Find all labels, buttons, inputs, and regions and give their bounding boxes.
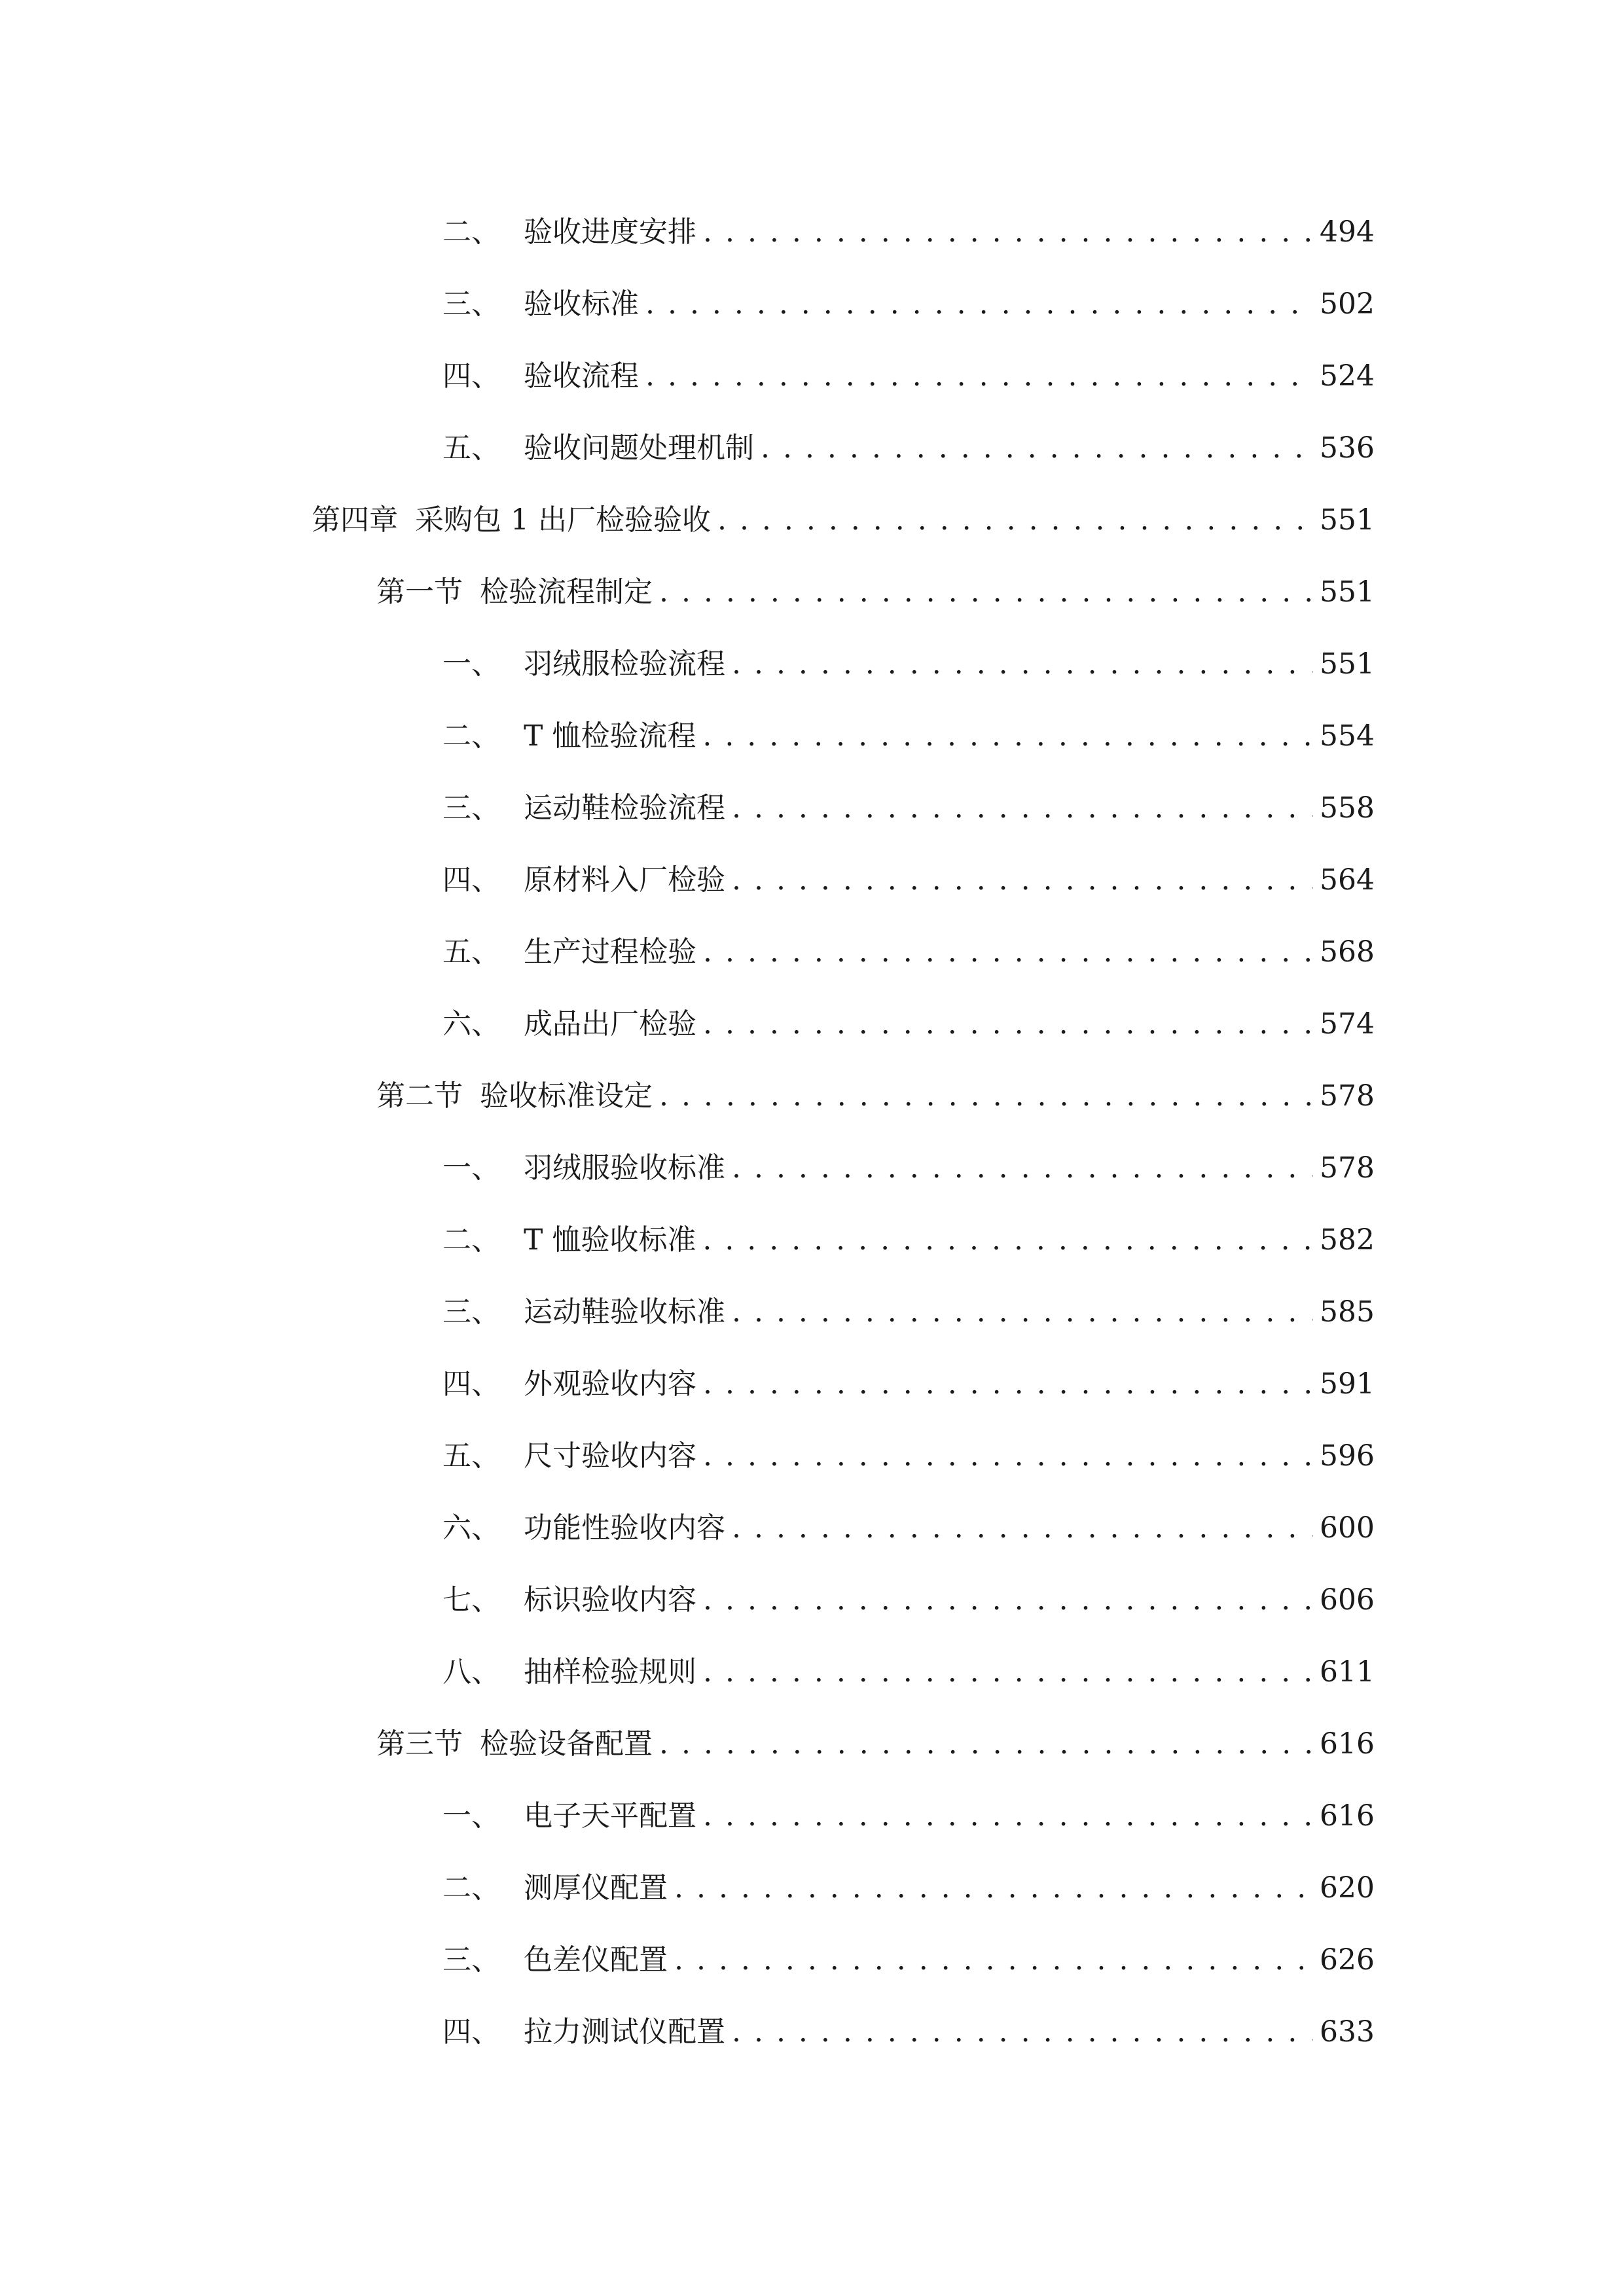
toc-entry[interactable] [0, 556, 1624, 628]
toc-entry[interactable] [0, 628, 1624, 700]
toc-entry-title: 原材料入厂检验 [524, 863, 725, 897]
toc-entry[interactable] [0, 1276, 1624, 1348]
toc-entry-number: 三、 [442, 791, 500, 825]
toc-entry-page-number: 578 [1320, 1079, 1375, 1113]
toc-entry[interactable] [0, 412, 1624, 484]
toc-entry-number: 三、 [442, 1943, 500, 1977]
toc-entry-title: 验收问题处理机制 [524, 431, 754, 465]
toc-entry[interactable] [0, 1708, 1624, 1780]
toc-entry[interactable] [0, 1060, 1624, 1132]
toc-dot-leader [732, 628, 1313, 700]
toc-entry[interactable] [0, 1996, 1624, 2068]
toc-entry[interactable] [0, 1924, 1624, 1996]
toc-entry[interactable] [0, 700, 1624, 772]
toc-entry[interactable] [0, 772, 1624, 844]
toc-entry-page-number: 606 [1320, 1583, 1375, 1617]
toc-entry-number: 六、 [442, 1511, 500, 1545]
toc-entry-number: 四、 [442, 1367, 500, 1401]
toc-entry-title: 运动鞋检验流程 [524, 791, 725, 825]
toc-entry[interactable] [0, 1564, 1624, 1636]
toc-dot-leader [717, 484, 1313, 556]
toc-dot-leader [732, 772, 1313, 844]
toc-entry-number: 二、 [442, 1223, 500, 1257]
toc-entry-title: 电子天平配置 [524, 1799, 696, 1833]
toc-entry-title: 拉力测试仪配置 [524, 2015, 725, 2049]
toc-dot-leader [732, 1132, 1313, 1204]
toc-entry[interactable] [0, 916, 1624, 988]
toc-dot-leader [703, 196, 1313, 268]
toc-entry-page-number: 551 [1320, 647, 1375, 681]
toc-dot-leader [674, 1852, 1313, 1924]
toc-entry-number: 六、 [442, 1007, 500, 1041]
toc-entry[interactable] [0, 1204, 1624, 1276]
toc-entry-title: 测厚仪配置 [524, 1871, 668, 1905]
toc-entry-number: 七、 [442, 1583, 500, 1617]
toc-entry-number: 三、 [442, 1295, 500, 1329]
toc-entry-title: 验收流程 [524, 359, 639, 393]
toc-dot-leader [703, 988, 1313, 1060]
toc-dot-leader [645, 268, 1313, 340]
toc-entry[interactable] [0, 196, 1624, 268]
toc-entry[interactable] [0, 1852, 1624, 1924]
toc-entry-page-number: 551 [1320, 575, 1375, 609]
toc-entry-number: 一、 [442, 1799, 500, 1833]
toc-entry-title: 抽样检验规则 [524, 1655, 696, 1689]
toc-entry-number: 四、 [442, 359, 500, 393]
toc-entry[interactable] [0, 340, 1624, 412]
toc-entry-page-number: 600 [1320, 1511, 1375, 1545]
toc-entry-title: 尺寸验收内容 [524, 1439, 696, 1473]
toc-dot-leader [702, 1204, 1313, 1276]
toc-entry-number: 二、 [442, 719, 500, 753]
toc-entry-page-number: 551 [1320, 503, 1375, 537]
toc-entry[interactable] [0, 1636, 1624, 1708]
toc-entry-number: 八、 [442, 1655, 500, 1689]
toc-entry-page-number: 626 [1320, 1943, 1375, 1977]
toc-dot-leader [702, 700, 1313, 772]
toc-entry-page-number: 536 [1320, 431, 1375, 465]
toc-dot-leader [703, 1564, 1313, 1636]
toc-entry-title: 检验流程制定 [480, 575, 653, 609]
toc-entry[interactable] [0, 988, 1624, 1060]
toc-entry-page-number: 564 [1320, 863, 1375, 897]
toc-entry-title: 成品出厂检验 [524, 1007, 696, 1041]
toc-dot-leader [732, 1996, 1313, 2068]
toc-entry-title: T 恤验收标准 [524, 1223, 696, 1257]
toc-entry[interactable] [0, 1780, 1624, 1852]
toc-entry-page-number: 611 [1320, 1655, 1375, 1689]
toc-dot-leader [645, 340, 1313, 412]
toc-entry-title: 羽绒服验收标准 [524, 1151, 725, 1185]
toc-entry[interactable] [0, 1420, 1624, 1492]
toc-entry-number: 第四章 [312, 503, 398, 537]
toc-entry-page-number: 633 [1320, 2015, 1375, 2049]
toc-entry-page-number: 596 [1320, 1439, 1375, 1473]
toc-entry-number: 五、 [442, 431, 500, 465]
toc-entry-title: 采购包 1 出厂检验验收 [415, 503, 711, 537]
toc-entry-number: 二、 [442, 1871, 500, 1905]
toc-entry-number: 四、 [442, 863, 500, 897]
toc-dot-leader [659, 556, 1313, 628]
toc-entry-title: 外观验收内容 [524, 1367, 696, 1401]
toc-entry-title: 检验设备配置 [480, 1727, 653, 1761]
table-of-contents [0, 196, 1624, 2068]
toc-entry[interactable] [0, 1348, 1624, 1420]
toc-entry-page-number: 616 [1320, 1799, 1375, 1833]
toc-entry-number: 第一节 [376, 575, 463, 609]
toc-entry-page-number: 568 [1320, 935, 1375, 969]
toc-entry-page-number: 585 [1320, 1295, 1375, 1329]
toc-dot-leader [732, 1276, 1313, 1348]
toc-entry-title: 验收进度安排 [524, 215, 696, 249]
toc-entry-page-number: 620 [1320, 1871, 1375, 1905]
toc-entry-page-number: 574 [1320, 1007, 1375, 1041]
toc-entry-title: 验收标准设定 [480, 1079, 653, 1113]
toc-entry-page-number: 591 [1320, 1367, 1375, 1401]
toc-dot-leader [659, 1060, 1313, 1132]
toc-dot-leader [703, 916, 1313, 988]
toc-entry-title: 色差仪配置 [524, 1943, 668, 1977]
toc-entry-page-number: 524 [1320, 359, 1375, 393]
toc-dot-leader [703, 1780, 1313, 1852]
toc-entry[interactable] [0, 484, 1624, 556]
toc-entry-number: 四、 [442, 2015, 500, 2049]
toc-entry-title: 功能性验收内容 [524, 1511, 725, 1545]
toc-entry-number: 一、 [442, 647, 500, 681]
toc-entry-number: 二、 [442, 215, 500, 249]
toc-entry[interactable] [0, 268, 1624, 340]
toc-entry-number: 第二节 [376, 1079, 463, 1113]
toc-dot-leader [659, 1708, 1313, 1780]
toc-dot-leader [703, 1636, 1313, 1708]
toc-entry-page-number: 578 [1320, 1151, 1375, 1185]
toc-entry-title: 生产过程检验 [524, 935, 696, 969]
toc-entry-page-number: 558 [1320, 791, 1375, 825]
toc-entry-number: 第三节 [376, 1727, 463, 1761]
toc-dot-leader [732, 844, 1313, 916]
toc-dot-leader [732, 1492, 1313, 1564]
toc-entry[interactable] [0, 844, 1624, 916]
toc-dot-leader [703, 1348, 1313, 1420]
toc-entry[interactable] [0, 1132, 1624, 1204]
toc-entry-number: 五、 [442, 935, 500, 969]
toc-entry-number: 一、 [442, 1151, 500, 1185]
toc-dot-leader [761, 412, 1313, 484]
toc-entry-number: 三、 [442, 287, 500, 321]
toc-entry-title: 羽绒服检验流程 [524, 647, 725, 681]
toc-dot-leader [703, 1420, 1313, 1492]
toc-entry-number: 五、 [442, 1439, 500, 1473]
toc-dot-leader [674, 1924, 1313, 1996]
toc-entry-page-number: 502 [1320, 287, 1375, 321]
toc-entry-page-number: 494 [1320, 215, 1375, 249]
toc-entry-title: T 恤检验流程 [524, 719, 696, 753]
toc-entry-title: 运动鞋验收标准 [524, 1295, 725, 1329]
toc-entry-title: 标识验收内容 [524, 1583, 696, 1617]
toc-entry[interactable] [0, 1492, 1624, 1564]
toc-entry-page-number: 582 [1320, 1223, 1375, 1257]
toc-entry-page-number: 554 [1320, 719, 1375, 753]
toc-entry-page-number: 616 [1320, 1727, 1375, 1761]
toc-entry-title: 验收标准 [524, 287, 639, 321]
